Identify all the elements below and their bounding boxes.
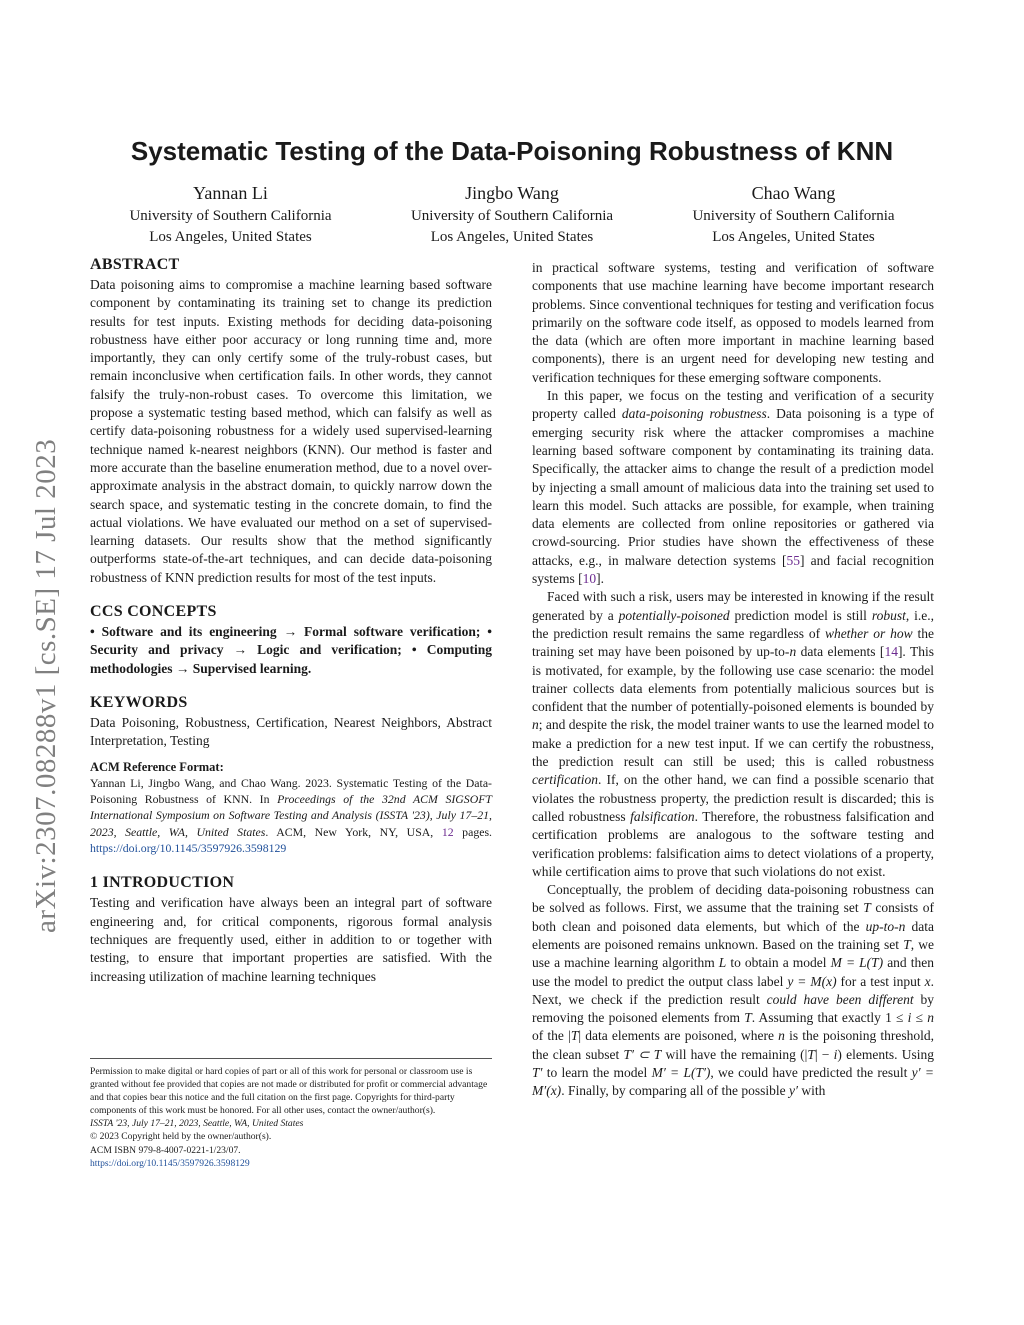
paper-title: Systematic Testing of the Data-Poisoning Robustness of KNN bbox=[130, 136, 894, 166]
author-affiliation: University of Southern California bbox=[692, 208, 895, 224]
intro-paragraph-3: Faced with such a risk, users may be interested in knowing if the result generated by a potentially-poisoned prediction model is still robust, i.e., the prediction result remains the same regardless of whether or how the training set may have been poisoned by up-to-n data elements [14]. This is motivated, for example, by the following use case scenario: the model trainer collects data elements from potentially malicious sources but is confident that the number of potentially-poisoned elements is bounded by n; and despite the risk, the model trainer wants to use the learned model to make a prediction for a new test input. If we can certify the robustness, the prediction result can still be used; this is called robustness certification. If, on the other hand, we can find a possible scenario that violates the robustness property, the prediction result is discarded; this is called robustness falsification. Therefore, the robustness falsification and certification problems are analogous to the software testing and verification problems: falsification aims to detect violations of a property, while certification aims to prove that such violations do not exist. bbox=[532, 589, 934, 879]
author-name: Jingbo Wang bbox=[465, 183, 559, 203]
author-2 bbox=[372, 180, 653, 248]
author-1 bbox=[90, 180, 371, 248]
footnote-doi-link[interactable]: https://doi.org/10.1145/3597926.3598129 bbox=[90, 1157, 250, 1169]
abstract-heading: ABSTRACT bbox=[90, 256, 180, 273]
author-name: Chao Wang bbox=[751, 183, 836, 203]
footnote-isbn: ACM ISBN 979-8-4007-0221-1/23/07. bbox=[90, 1144, 241, 1156]
citation-link[interactable]: 55 bbox=[786, 552, 800, 568]
reference-venue: Proceedings of the 32nd ACM SIGSOFT International Symposium on Software Testing and Analysis (ISSTA '23), July 17–21, 2023, Seattle, WA, United States bbox=[90, 792, 492, 839]
author-affiliation: University of Southern California bbox=[410, 208, 614, 224]
left-column bbox=[90, 254, 492, 986]
author-location: Los Angeles, United States bbox=[712, 229, 875, 245]
page-count-link[interactable]: 12 bbox=[441, 824, 454, 839]
permission-text: Permission to make digital or hard copies of part or all of this work for personal or classroom use is granted without fee provided that copies are not made or distributed for profit or commercial advantage and that copies bear this notice and the full citation on the first page. Copyrights for third-party components of this work must be honored. For all other uses, contact the owner/author(s). bbox=[90, 1066, 488, 1117]
ccs-text: • Software and its engineering → Formal software verification; • Security and privacy → Logic and verification; • Computing methodologies → Supervised learning. bbox=[90, 624, 492, 676]
footnote-copyright: © 2023 Copyright held by the owner/author(s). bbox=[90, 1131, 272, 1143]
author-location: Los Angeles, United States bbox=[149, 229, 312, 245]
reference-format-text: Yannan Li, Jingbo Wang, and Chao Wang. 2023. Systematic Testing of the Data-Poisoning Robustness of KNN. In Proceedings of the 32nd ACM SIGSOFT International Symposium on Software Testing and Analysis (ISSTA '23), July 17–21, 2023, Seattle, WA, United States. ACM, New York, NY, USA, 12 pages. https://doi.org/10.1145/3597926.3598129 bbox=[90, 775, 492, 856]
permission-footnote bbox=[90, 1058, 492, 1170]
doi-link[interactable]: https://doi.org/10.1145/3597926.3598129 bbox=[90, 841, 287, 856]
reference-format bbox=[90, 759, 492, 857]
arxiv-identifier: arXiv:2307.08288v1 [cs.SE] 17 Jul 2023 bbox=[30, 438, 62, 933]
footnote-venue: ISSTA '23, July 17–21, 2023, Seattle, WA, United States bbox=[90, 1118, 304, 1130]
citation-link[interactable]: 10 bbox=[582, 571, 597, 587]
author-affiliation: University of Southern California bbox=[129, 208, 332, 224]
author-name: Yannan Li bbox=[193, 183, 268, 203]
author-block bbox=[90, 180, 934, 248]
right-column bbox=[532, 259, 934, 1101]
citation-link[interactable]: 14 bbox=[884, 644, 898, 660]
keywords-heading: KEYWORDS bbox=[90, 693, 188, 711]
abstract-text: Data poisoning aims to compromise a machine learning based software component by contaminating its training set to change its prediction results for test inputs. Existing methods for deciding data-poisoning robustness have either poor accuracy or long running time and, more importantly, they can only certify some of the truly-robust cases, but remain inconclusive when certification fails. In other words, they cannot falsify the truly-non-robust cases. To overcome this limitation, we propose a systematic testing based method, which can falsify as well as certify data-poisoning robustness for a widely used supervised-learning technique named k-nearest neighbors (KNN). Our method is faster and more accurate than the baseline enumeration method, due to a novel over-approximate analysis in the abstract domain, to quickly narrow down the search space, and systematic testing in the concrete domain, to find the actual violations. We have evaluated our method on a set of supervised-learning datasets. Our results show that the method significantly outperforms state-of-the-art techniques, and can decide data-poisoning robustness of KNN prediction results for most of the test inputs. bbox=[90, 277, 492, 585]
keywords-text: Data Poisoning, Robustness, Certification, Nearest Neighbors, Abstract Interpretation, Testing bbox=[90, 714, 492, 749]
intro-paragraph-2: In this paper, we focus on the testing and verification of a security property called data-poisoning robustness. Data poisoning is a type of emerging security risk where the attacker compromises a machine learning based software component by contaminating its training data. Specifically, the attacker aims to change the result of a prediction model by injecting a small amount of malicious data into the training set used to learn this model. Such attacks are possible, for example, when training data elements are collected from online repositories or gathered via crowd-sourcing. Prior studies have shown the effectiveness of these attacks, e.g., in malware detection systems [55] and facial recognition systems [10]. bbox=[532, 388, 934, 587]
intro-paragraph-continued: in practical software systems, testing and verification of software components that use machine learning have become important research problems. Since conventional techniques for testing and verification focus primarily on the software code itself, as opposed to models learned from the data (which are often more important in machine learning based components), there is an urgent need for developing new testing and verification techniques for these emerging software components. bbox=[532, 260, 934, 385]
reference-format-heading: ACM Reference Format: bbox=[90, 759, 224, 774]
author-location: Los Angeles, United States bbox=[430, 229, 594, 245]
intro-heading: 1 INTRODUCTION bbox=[90, 874, 235, 892]
author-3 bbox=[653, 180, 934, 248]
intro-paragraph-4: Conceptually, the problem of deciding data-poisoning robustness can be solved as follows. First, we assume that the training set T consists of both clean and poisoned data elements, but which of the up-to-n data elements are poisoned remains unknown. Based on the training set T, we use a machine learning algorithm L to obtain a model M = L(T) and then use the model to predict the output class label y = M(x) for a test input x. Next, we check if the prediction result could have been different by removing the poisoned elements from T. Assuming that exactly 1 ≤ i ≤ n of the |T| data elements are poisoned, where n is the poisoning threshold, the clean subset T′ ⊂ T will have the remaining (|T| − i) elements. Using T′ to learn the model M′ = L(T′), we could have predicted the result y′ = M′(x). Finally, by comparing all of the possible y′ with bbox=[532, 882, 935, 1099]
ccs-heading: CCS CONCEPTS bbox=[90, 603, 217, 621]
intro-paragraph: Testing and verification have always been an integral part of software engineering and, for critical components, rigorous formal analysis techniques are frequently used, either in addition to or together with testing, to ensure that important properties are satisfied. With the increasing utilization of machine learning techniques bbox=[90, 895, 492, 984]
